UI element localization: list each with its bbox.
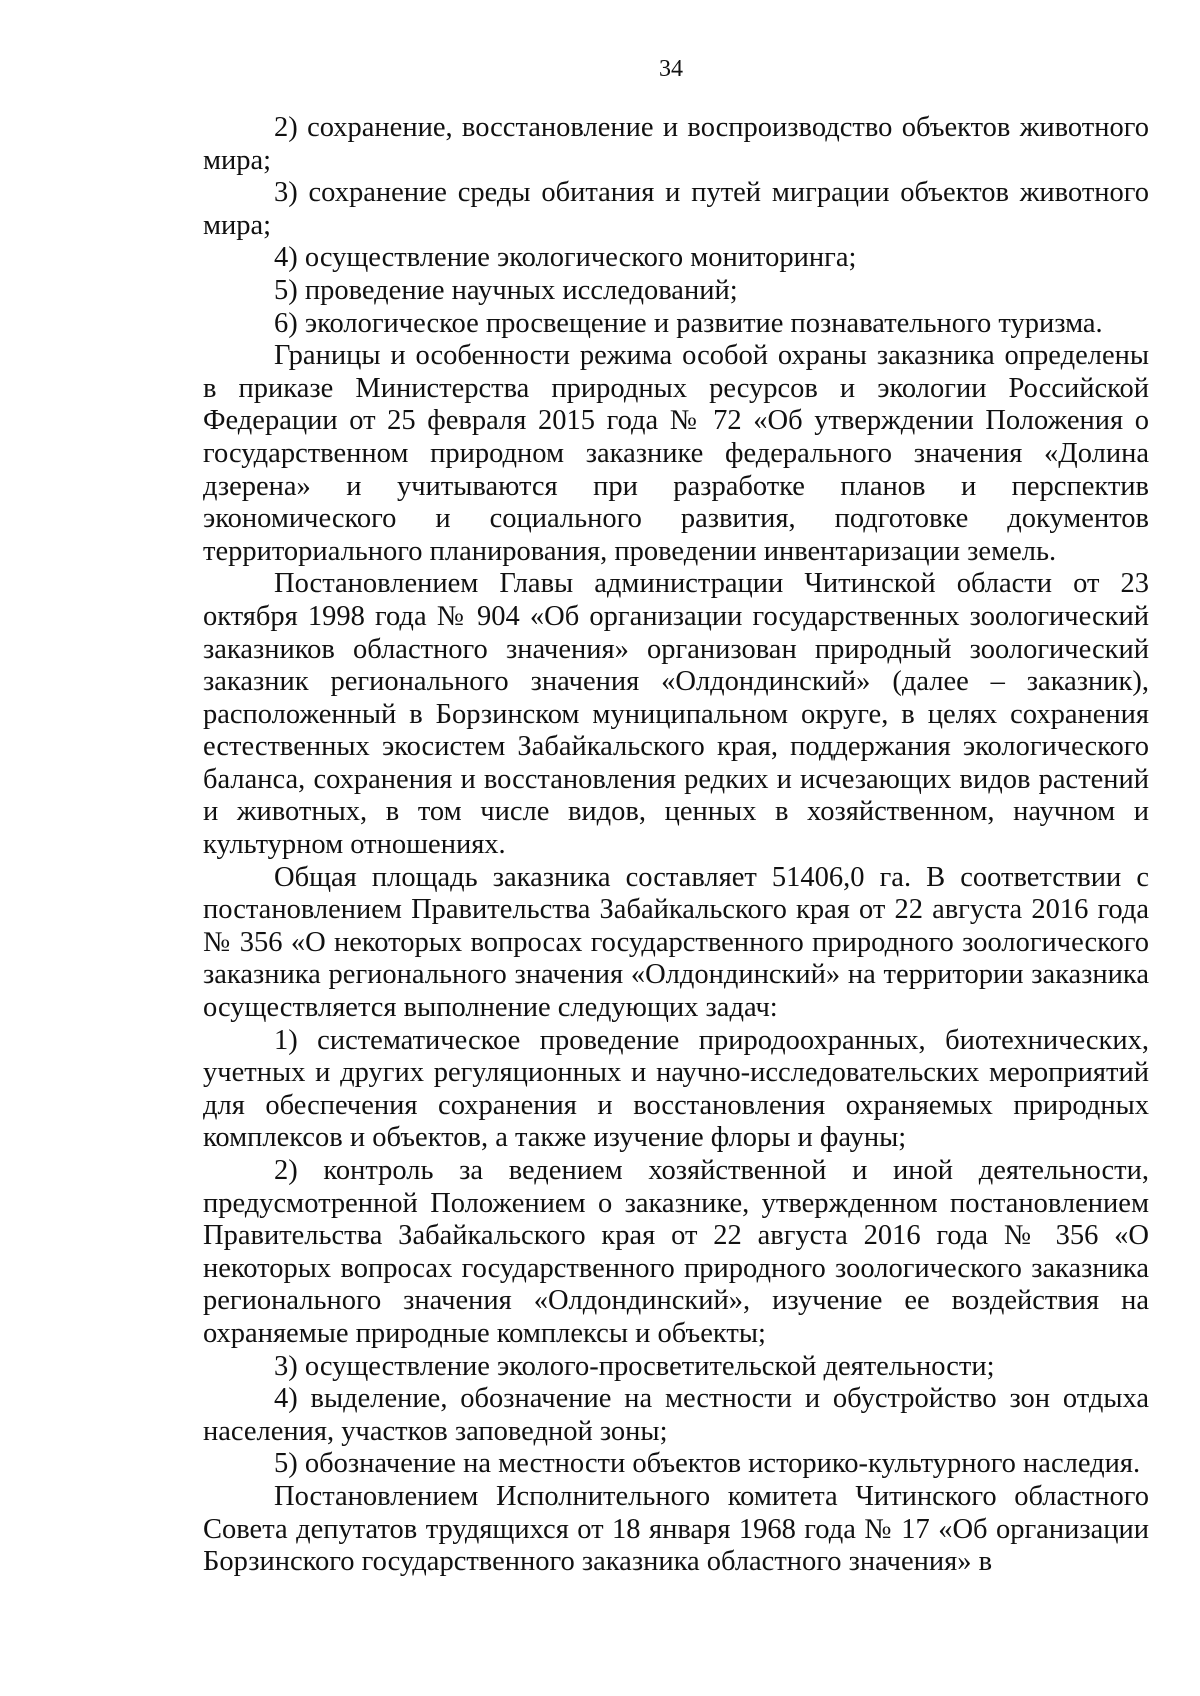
task-item-5: 5) обозначение на местности объектов историко-культурного наследия. xyxy=(274,1448,1141,1480)
list-item-5-research: 5) проведение научных исследований; xyxy=(274,274,738,306)
list-item-6-education: 6) экологическое просвещение и развитие познавательного туризма. xyxy=(274,307,1103,339)
task-item-2: 2) контроль за ведением хозяйственной и иной деятельности, предусмотренной Положением о заказнике, утвержденном постановлением Правительства Забайкальского края от 22 августа 2016 года № 356 «О некоторых вопросах государственного природного зоологического заказника регионального значения «Олдондинский», изучение ее воздействия на охраняемые природные комплексы и объекты; xyxy=(203,1155,1149,1349)
list-item-3-habitat: 3) сохранение среды обитания и путей миграции объектов животного мира; xyxy=(203,177,1149,241)
paragraph-borzinsky-decree: Постановлением Исполнительного комитета Читинского областного Совета депутатов трудящихся от 18 января 1968 года № 17 «Об организации Борзинского государственного заказника областного значения» в xyxy=(203,1480,1149,1578)
page-number: 34 xyxy=(659,56,683,82)
task-item-3: 3) осуществление эколого-просветительской деятельности; xyxy=(274,1350,995,1382)
paragraph-boundaries: Границы и особенности режима особой охраны заказника определены в приказе Министерства природных ресурсов и экологии Российской Федерации от 25 февраля 2015 года № 72 «Об утверждении Положения о государственном природном заказнике федерального значения «Долина дзерена» и учитываются при разработке планов и перспектив экономического и социального развития, подготовке документов территориального планирования, проведении инвентаризации земель. xyxy=(203,340,1149,567)
list-item-4-monitoring: 4) осуществление экологического мониторинга; xyxy=(274,242,857,274)
paragraph-total-area: Общая площадь заказника составляет 51406,0 га. В соответствии с постановлением Правительства Забайкальского края от 22 августа 2016 года № 356 «О некоторых вопросах государственного природного зоологического заказника регионального значения «Олдондинский» на территории заказника осуществляется выполнение следующих задач: xyxy=(203,861,1149,1024)
task-item-4: 4) выделение, обозначение на местности и обустройство зон отдыха населения, участков заповедной зоны; xyxy=(203,1383,1149,1447)
document-body xyxy=(203,112,1149,1579)
task-item-1: 1) систематическое проведение природоохранных, биотехнических, учетных и других регуляционных и научно-исследовательских мероприятий для обеспечения сохранения и восстановления охраняемых природных комплексов и объектов, а также изучение флоры и фауны; xyxy=(203,1024,1149,1154)
list-item-2-conservation: 2) сохранение, восстановление и воспроизводство объектов животного мира; xyxy=(203,112,1149,176)
paragraph-oldondinsky-decree: Постановлением Главы администрации Читинской области от 23 октября 1998 года № 904 «Об организации государственных зоологический заказников областного значения» организован природный зоологический заказник регионального значения «Олдондинский» (далее – заказник), расположенный в Борзинском муниципальном округе, в целях сохранения естественных экосистем Забайкальского края, поддержания экологического баланса, сохранения и восстановления редких и исчезающих видов растений и животных, в том числе видов, ценных в хозяйственном, научном и культурном отношениях. xyxy=(203,568,1149,861)
